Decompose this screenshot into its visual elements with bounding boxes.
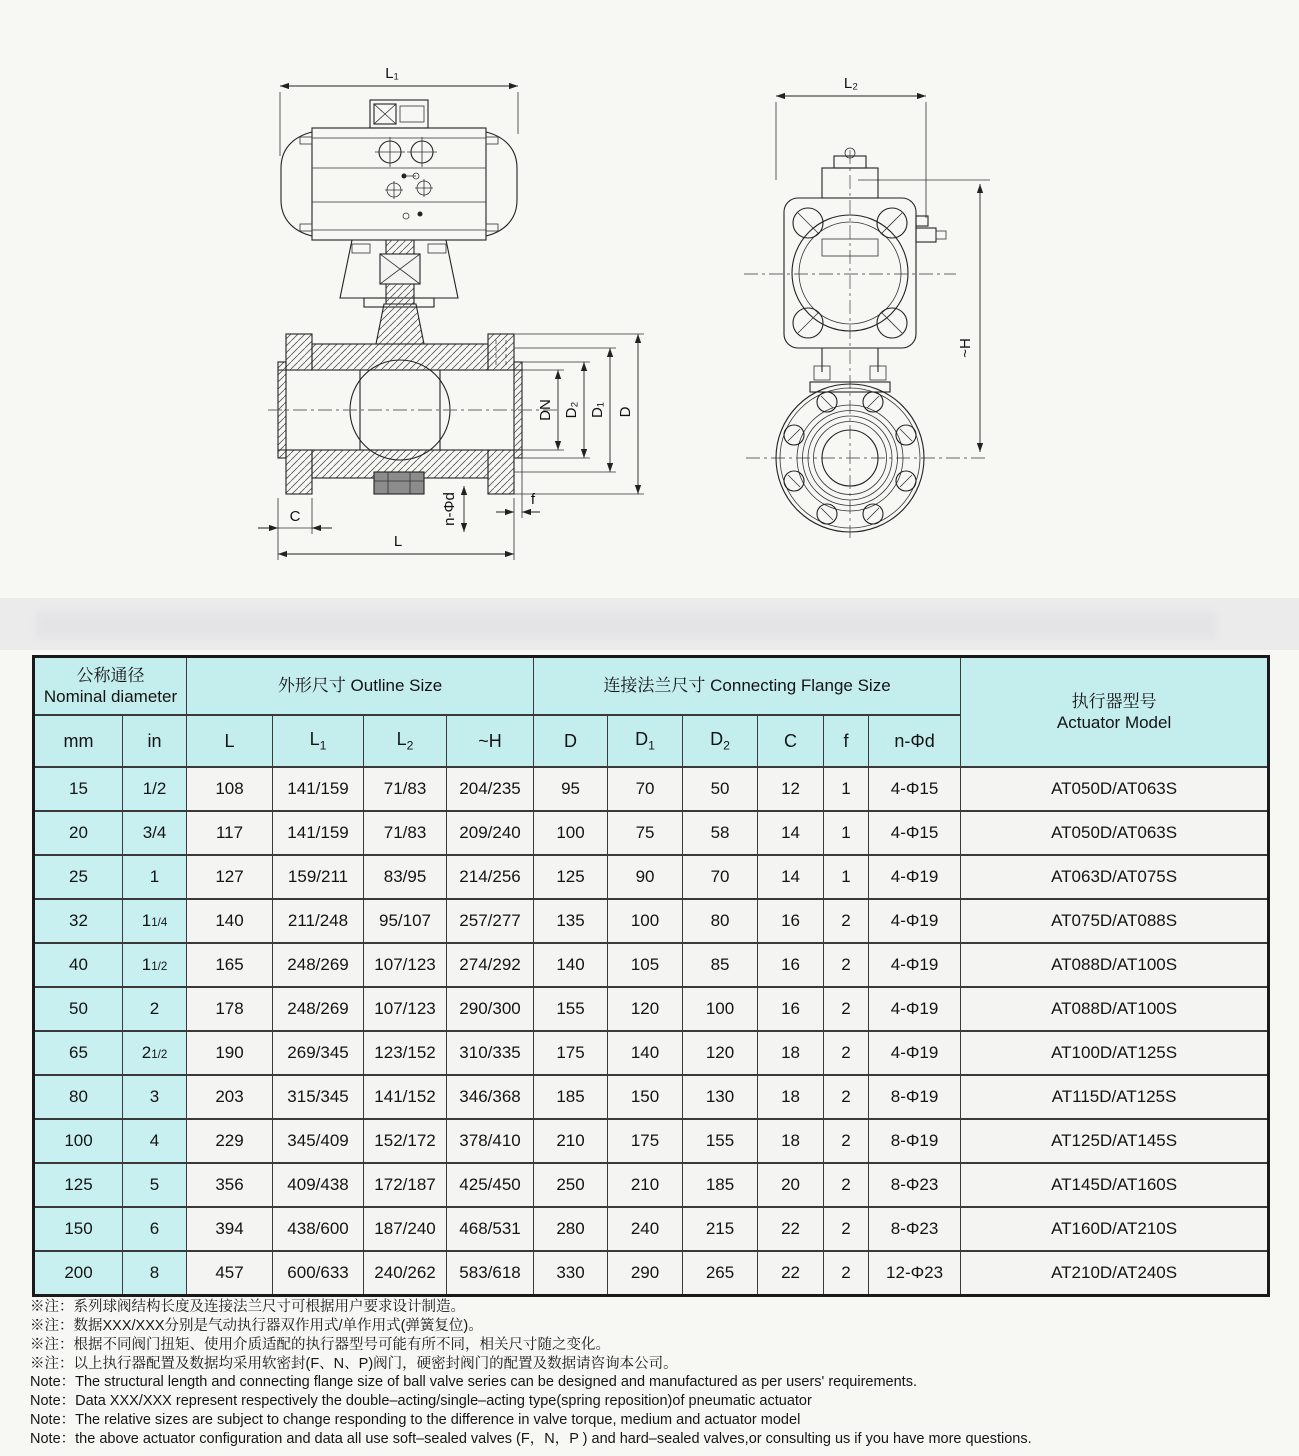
cell: 135 bbox=[534, 899, 608, 943]
col-h: ~H bbox=[447, 715, 534, 767]
dim-l1 bbox=[280, 65, 518, 156]
cell: 187/240 bbox=[364, 1207, 447, 1251]
cell: 4-Φ19 bbox=[869, 899, 961, 943]
cell: 178 bbox=[187, 987, 273, 1031]
cell: 2 bbox=[123, 987, 187, 1031]
dim-label-f: f bbox=[530, 491, 536, 508]
cell: 468/531 bbox=[447, 1207, 534, 1251]
cell: 80 bbox=[34, 1075, 123, 1119]
cell: 250 bbox=[534, 1163, 608, 1207]
table-row bbox=[34, 811, 1269, 855]
cell: 8-Φ23 bbox=[869, 1207, 961, 1251]
cell: 290 bbox=[608, 1251, 683, 1295]
cell: 165 bbox=[187, 943, 273, 987]
col-l1: $L_1$ bbox=[273, 715, 364, 767]
cell: 457 bbox=[187, 1251, 273, 1295]
cell: 120 bbox=[683, 1031, 758, 1075]
cell: 50 bbox=[34, 987, 123, 1031]
cell: 425/450 bbox=[447, 1163, 534, 1207]
cell: 4-Φ19 bbox=[869, 855, 961, 899]
cell: 8-Φ23 bbox=[869, 1163, 961, 1207]
col-l: L bbox=[187, 715, 273, 767]
valve-body-section bbox=[268, 304, 558, 494]
cell: 20 bbox=[758, 1163, 824, 1207]
table-row bbox=[34, 1163, 1269, 1207]
cell: 1 bbox=[824, 855, 869, 899]
note-zh-1: ※注：系列球阀结构长度及连接法兰尺寸可根据用户要求设计制造。 bbox=[30, 1299, 465, 1315]
cell: AT075D/AT088S bbox=[961, 899, 1269, 943]
table-row bbox=[34, 1075, 1269, 1119]
table-row bbox=[34, 943, 1269, 987]
side-view-drawing bbox=[718, 52, 1018, 544]
cell: 100 bbox=[534, 811, 608, 855]
cell: 3 bbox=[123, 1075, 187, 1119]
note-zh-4: ※注：以上执行器配置及数据均采用软密封(F、N、P)阀门，硬密封阀门的配置及数据请咨询本公司。 bbox=[30, 1355, 678, 1372]
cell: 140 bbox=[534, 943, 608, 987]
dim-label-h: ~H bbox=[957, 338, 974, 358]
cell: 155 bbox=[683, 1119, 758, 1163]
cell: 40 bbox=[34, 943, 123, 987]
table-row bbox=[34, 987, 1269, 1031]
cell: 125 bbox=[534, 855, 608, 899]
cell: 409/438 bbox=[273, 1163, 364, 1207]
cell: 346/368 bbox=[447, 1075, 534, 1119]
cell: 12-Φ23 bbox=[869, 1251, 961, 1295]
header-nominal-diameter bbox=[34, 657, 187, 716]
cell: 71/83 bbox=[364, 811, 447, 855]
table-row bbox=[34, 1119, 1269, 1163]
col-l2: $L_2$ bbox=[364, 715, 447, 767]
note-en-2: Note：Data XXX/XXX represent respectively the double–acting/single–acting type(spring reposition)of pneumatic actuator bbox=[30, 1393, 812, 1410]
cell: 100 bbox=[34, 1119, 123, 1163]
col-in: in bbox=[123, 715, 187, 767]
cell: 2 bbox=[824, 1163, 869, 1207]
dim-label-l: L bbox=[393, 533, 403, 550]
cell: 583/618 bbox=[447, 1251, 534, 1295]
col-d2: $D_2$ bbox=[683, 715, 758, 767]
cell: 175 bbox=[534, 1031, 608, 1075]
header-actuator-en: Actuator Model bbox=[1056, 713, 1172, 732]
cell: 152/172 bbox=[364, 1119, 447, 1163]
cell: 8 bbox=[123, 1251, 187, 1295]
cell: 214/256 bbox=[447, 855, 534, 899]
cell: 210 bbox=[608, 1163, 683, 1207]
cell: 310/335 bbox=[447, 1031, 534, 1075]
cell: 8-Φ19 bbox=[869, 1119, 961, 1163]
cell: 330 bbox=[534, 1251, 608, 1295]
cell: 2 bbox=[824, 1119, 869, 1163]
drain-plug bbox=[374, 472, 424, 494]
cell: AT063D/AT075S bbox=[961, 855, 1269, 899]
cell: 4-Φ19 bbox=[869, 943, 961, 987]
cell: AT050D/AT063S bbox=[961, 767, 1269, 811]
cell: 150 bbox=[34, 1207, 123, 1251]
dim-label-nphid: n-Φd bbox=[441, 492, 458, 526]
cell: 83/95 bbox=[364, 855, 447, 899]
cell: 248/269 bbox=[273, 987, 364, 1031]
cell: 85 bbox=[683, 943, 758, 987]
cell: 2 bbox=[824, 1075, 869, 1119]
cell: 105 bbox=[608, 943, 683, 987]
cell: 11/4 bbox=[123, 899, 187, 943]
cell: 71/83 bbox=[364, 767, 447, 811]
cell: 141/159 bbox=[273, 767, 364, 811]
dim-label-d2: D₂ bbox=[563, 401, 580, 419]
diameter-dims bbox=[514, 334, 644, 494]
cell: 185 bbox=[534, 1075, 608, 1119]
cell: 95/107 bbox=[364, 899, 447, 943]
cell: 120 bbox=[608, 987, 683, 1031]
cell: 2 bbox=[824, 943, 869, 987]
cell: AT100D/AT125S bbox=[961, 1031, 1269, 1075]
cell: 269/345 bbox=[273, 1031, 364, 1075]
cell: 11/2 bbox=[123, 943, 187, 987]
mounting-bracket bbox=[340, 240, 458, 307]
cell: 18 bbox=[758, 1031, 824, 1075]
header-outline-size: 外形尺寸 Outline Size bbox=[187, 657, 534, 716]
note-en-4: Note：the above actuator configuration and data all use soft–sealed valves (F，N，P ) and hard–sealed valves,or consulting us if you have more questions. bbox=[30, 1430, 1032, 1447]
cell: 4-Φ19 bbox=[869, 1031, 961, 1075]
cell: 150 bbox=[608, 1075, 683, 1119]
cell: AT050D/AT063S bbox=[961, 811, 1269, 855]
cell: 50 bbox=[683, 767, 758, 811]
cell: 65 bbox=[34, 1031, 123, 1075]
cell: AT145D/AT160S bbox=[961, 1163, 1269, 1207]
cell: 107/123 bbox=[364, 987, 447, 1031]
col-c: C bbox=[758, 715, 824, 767]
spec-table bbox=[32, 655, 1270, 1297]
cell: 155 bbox=[534, 987, 608, 1031]
cell: 3/4 bbox=[123, 811, 187, 855]
cell: 25 bbox=[34, 855, 123, 899]
note-zh-3: ※注：根据不同阀门扭矩、使用介质适配的执行器型号可能有所不同，相关尺寸随之变化。 bbox=[30, 1336, 610, 1353]
cell: 185 bbox=[683, 1163, 758, 1207]
table-row bbox=[34, 855, 1269, 899]
dim-label-dn: DN bbox=[537, 399, 554, 421]
cell: 16 bbox=[758, 899, 824, 943]
cell: 257/277 bbox=[447, 899, 534, 943]
faded-band bbox=[0, 598, 1299, 650]
table-row bbox=[34, 1207, 1269, 1251]
table-row bbox=[34, 899, 1269, 943]
cell: 14 bbox=[758, 811, 824, 855]
header-nominal-en: Nominal diameter bbox=[43, 687, 178, 706]
notes bbox=[30, 1298, 1280, 1449]
header-connecting-flange-size: 连接法兰尺寸 Connecting Flange Size bbox=[534, 657, 961, 716]
cell: 345/409 bbox=[273, 1119, 364, 1163]
cell: 125 bbox=[34, 1163, 123, 1207]
cell: 32 bbox=[34, 899, 123, 943]
cell: 1/2 bbox=[123, 767, 187, 811]
actuator-body bbox=[281, 128, 517, 240]
actuator-end-view bbox=[784, 148, 946, 392]
cell: 107/123 bbox=[364, 943, 447, 987]
cell: 130 bbox=[683, 1075, 758, 1119]
cell: 100 bbox=[608, 899, 683, 943]
cell: 4-Φ15 bbox=[869, 767, 961, 811]
dim-label-l1: L₁ bbox=[385, 65, 399, 82]
cell: 20 bbox=[34, 811, 123, 855]
cell: 248/269 bbox=[273, 943, 364, 987]
cell: 4-Φ15 bbox=[869, 811, 961, 855]
cell: 209/240 bbox=[447, 811, 534, 855]
cell: 215 bbox=[683, 1207, 758, 1251]
col-mm: mm bbox=[34, 715, 123, 767]
cell: 200 bbox=[34, 1251, 123, 1295]
cell: AT088D/AT100S bbox=[961, 943, 1269, 987]
cell: 2 bbox=[824, 987, 869, 1031]
cell: 240/262 bbox=[364, 1251, 447, 1295]
cell: 6 bbox=[123, 1207, 187, 1251]
cell: 2 bbox=[824, 899, 869, 943]
cell: 18 bbox=[758, 1119, 824, 1163]
cell: 356 bbox=[187, 1163, 273, 1207]
ghost-text bbox=[36, 612, 1216, 638]
cell: 190 bbox=[187, 1031, 273, 1075]
header-nominal-zh: 公称通径 bbox=[76, 665, 145, 685]
cell: 5 bbox=[123, 1163, 187, 1207]
cell: AT088D/AT100S bbox=[961, 987, 1269, 1031]
cell: 75 bbox=[608, 811, 683, 855]
cell: 211/248 bbox=[273, 899, 364, 943]
cell: 22 bbox=[758, 1207, 824, 1251]
cell: AT125D/AT145S bbox=[961, 1119, 1269, 1163]
cell: 2 bbox=[824, 1251, 869, 1295]
cell: 140 bbox=[608, 1031, 683, 1075]
cell: 16 bbox=[758, 987, 824, 1031]
cell: 15 bbox=[34, 767, 123, 811]
cell: 140 bbox=[187, 899, 273, 943]
cell: 159/211 bbox=[273, 855, 364, 899]
table-row bbox=[34, 1251, 1269, 1295]
dim-label-l2: L₂ bbox=[843, 75, 859, 92]
dim-label-c: C bbox=[289, 508, 301, 525]
cell: AT210D/AT240S bbox=[961, 1251, 1269, 1295]
cell: 2 bbox=[824, 1031, 869, 1075]
cell: 378/410 bbox=[447, 1119, 534, 1163]
header-actuator-zh: 执行器型号 bbox=[1071, 691, 1157, 711]
cell: 1 bbox=[123, 855, 187, 899]
cell: 280 bbox=[534, 1207, 608, 1251]
note-en-1: Note：The structural length and connecting flange size of ball valve series can be designed and manufactured as per users' requirements. bbox=[30, 1374, 917, 1391]
cell: 1 bbox=[824, 811, 869, 855]
col-d: D bbox=[534, 715, 608, 767]
cell: 70 bbox=[683, 855, 758, 899]
table-row bbox=[34, 767, 1269, 811]
solenoid-box bbox=[370, 100, 428, 128]
cell: 141/159 bbox=[273, 811, 364, 855]
cell: 600/633 bbox=[273, 1251, 364, 1295]
cell: AT160D/AT210S bbox=[961, 1207, 1269, 1251]
note-en-3: Note：The relative sizes are subject to change responding to the difference in valve torque, medium and actuator model bbox=[30, 1412, 801, 1429]
cell: 4 bbox=[123, 1119, 187, 1163]
cell: 108 bbox=[187, 767, 273, 811]
dim-label-d: D bbox=[617, 406, 634, 418]
cell: 394 bbox=[187, 1207, 273, 1251]
cell: 100 bbox=[683, 987, 758, 1031]
table-row bbox=[34, 1031, 1269, 1075]
cell: 315/345 bbox=[273, 1075, 364, 1119]
cell: 8-Φ19 bbox=[869, 1075, 961, 1119]
cell: 80 bbox=[683, 899, 758, 943]
col-d1: $D_1$ bbox=[608, 715, 683, 767]
note-zh-2: ※注：数据XXX/XXX分别是气动执行器双作用式/单作用式(弹簧复位)。 bbox=[30, 1317, 483, 1334]
cell: 4-Φ19 bbox=[869, 987, 961, 1031]
cell: 265 bbox=[683, 1251, 758, 1295]
cell: 240 bbox=[608, 1207, 683, 1251]
cell: 18 bbox=[758, 1075, 824, 1119]
col-nphid: n-Φd bbox=[869, 715, 961, 767]
spec-table-body bbox=[34, 767, 1269, 1295]
cell: AT115D/AT125S bbox=[961, 1075, 1269, 1119]
cell: 2 bbox=[824, 1207, 869, 1251]
cell: 12 bbox=[758, 767, 824, 811]
cell: 58 bbox=[683, 811, 758, 855]
cell: 21/2 bbox=[123, 1031, 187, 1075]
cell: 14 bbox=[758, 855, 824, 899]
cell: 95 bbox=[534, 767, 608, 811]
cell: 117 bbox=[187, 811, 273, 855]
cell: 16 bbox=[758, 943, 824, 987]
header-actuator-model bbox=[961, 657, 1269, 768]
cell: 210 bbox=[534, 1119, 608, 1163]
dim-l2 bbox=[776, 75, 926, 218]
cell: 70 bbox=[608, 767, 683, 811]
cell: 127 bbox=[187, 855, 273, 899]
cell: 22 bbox=[758, 1251, 824, 1295]
cell: 175 bbox=[608, 1119, 683, 1163]
cell: 203 bbox=[187, 1075, 273, 1119]
cell: 229 bbox=[187, 1119, 273, 1163]
technical-drawings bbox=[256, 40, 1018, 585]
cell: 274/292 bbox=[447, 943, 534, 987]
cell: 90 bbox=[608, 855, 683, 899]
cell: 141/152 bbox=[364, 1075, 447, 1119]
cell: 204/235 bbox=[447, 767, 534, 811]
cell: 1 bbox=[824, 767, 869, 811]
cell: 172/187 bbox=[364, 1163, 447, 1207]
cell: 438/600 bbox=[273, 1207, 364, 1251]
dim-label-d1: D₁ bbox=[589, 402, 606, 418]
cell: 123/152 bbox=[364, 1031, 447, 1075]
cell: 290/300 bbox=[447, 987, 534, 1031]
col-f: f bbox=[824, 715, 869, 767]
front-view-drawing bbox=[256, 40, 676, 585]
